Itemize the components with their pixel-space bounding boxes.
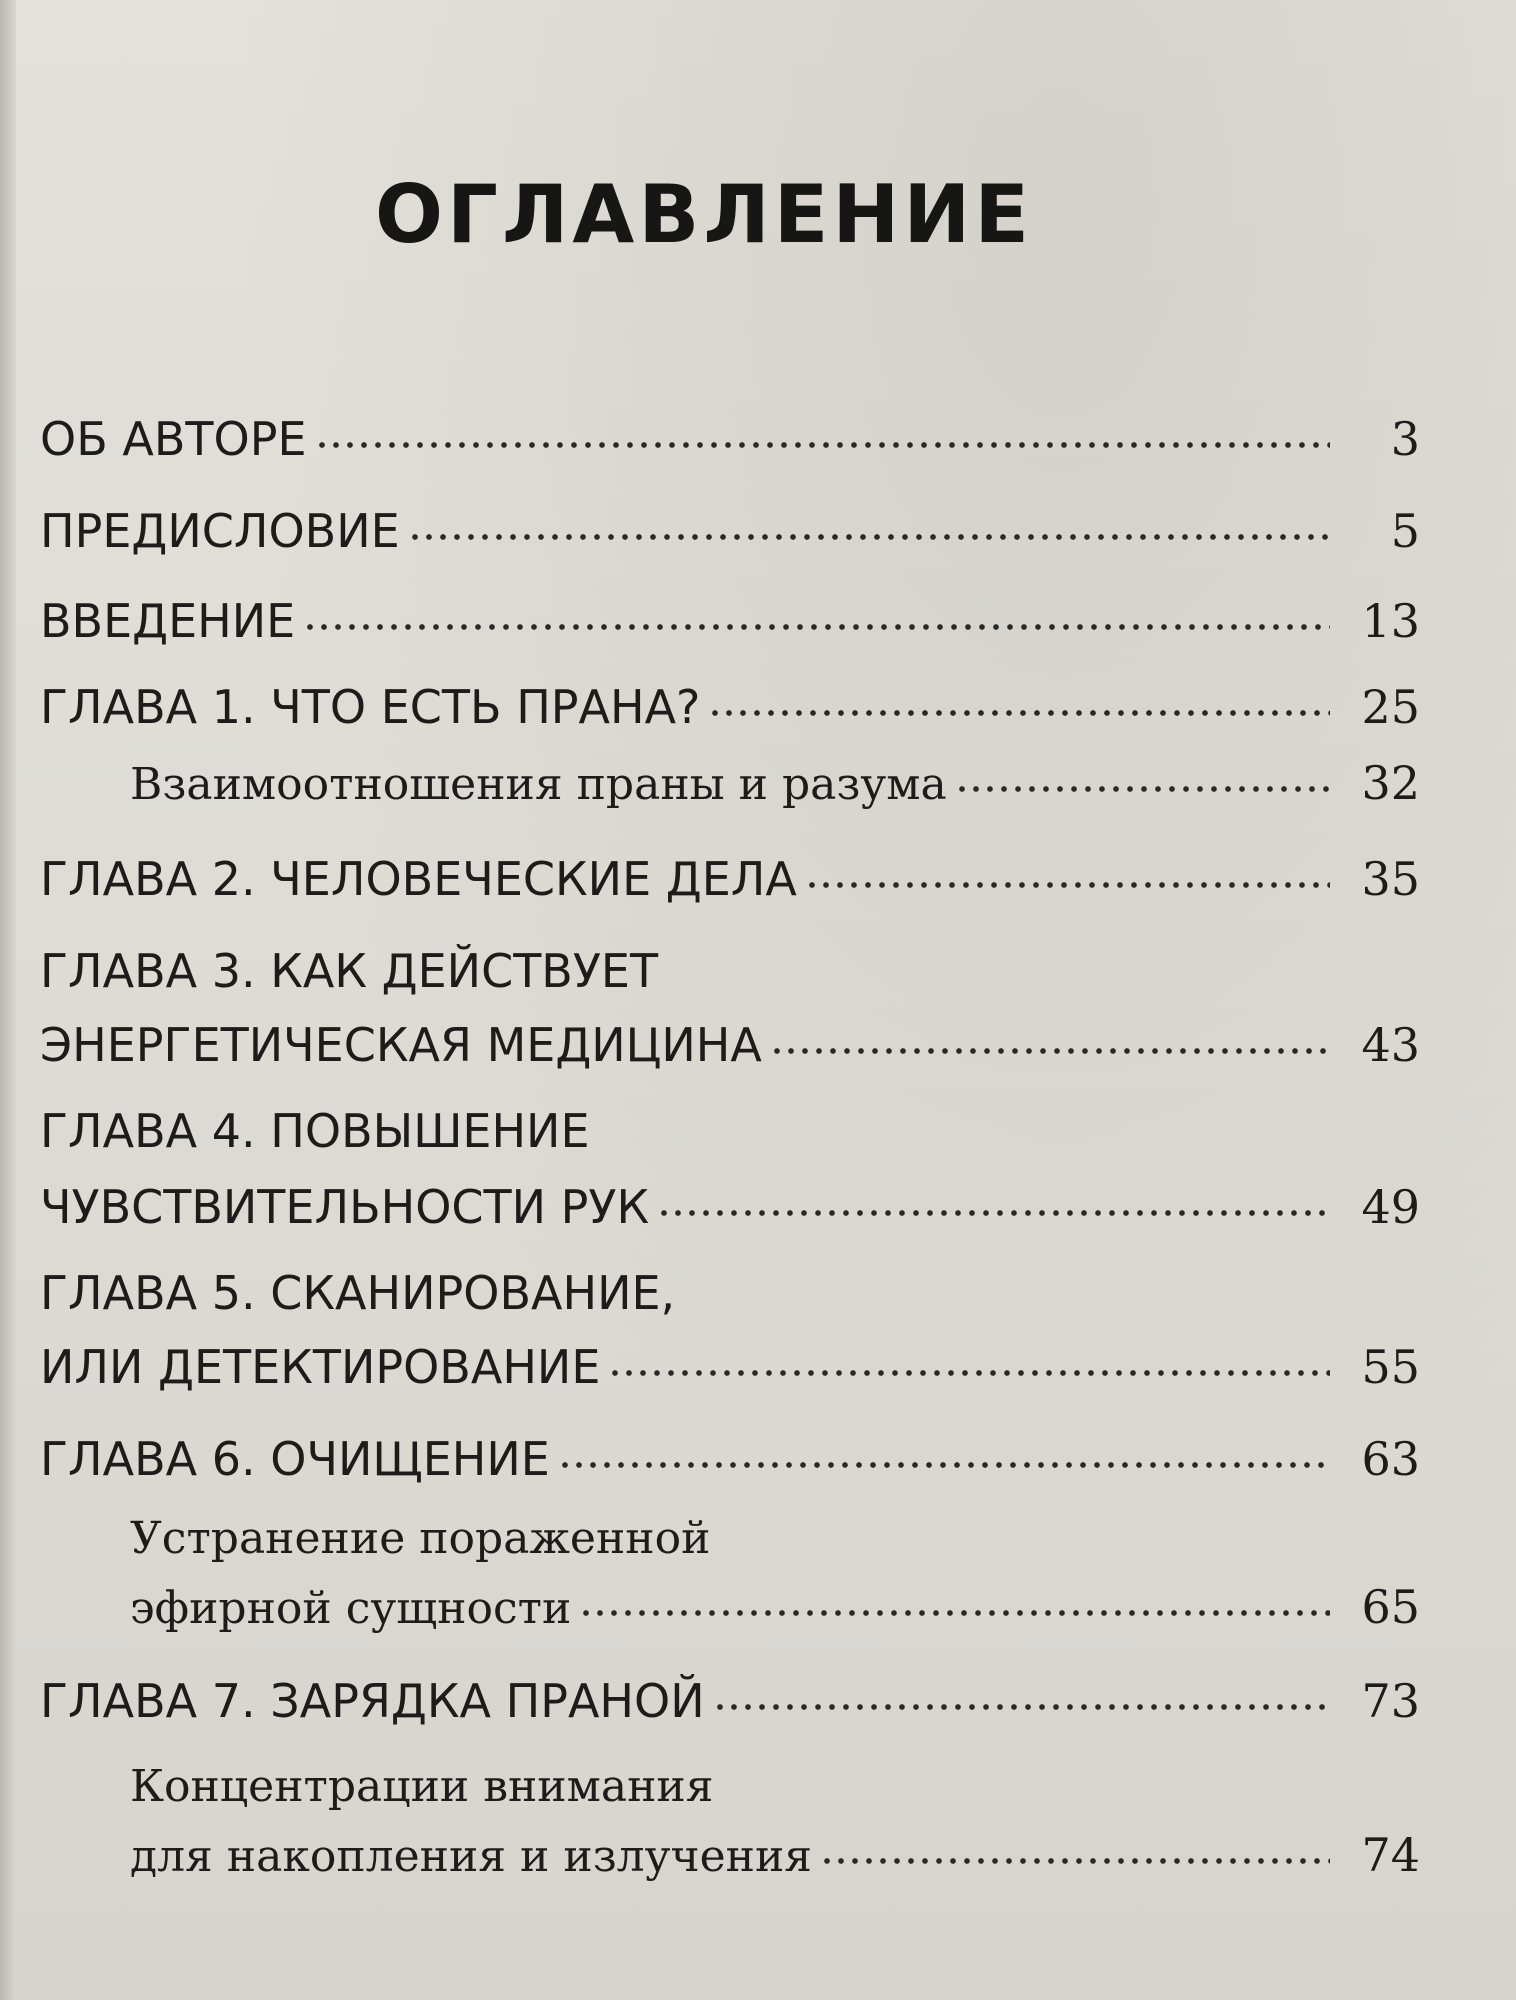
toc-entry-label: ГЛАВА 2. ЧЕЛОВЕЧЕСКИЕ ДЕЛА bbox=[40, 852, 797, 906]
dot-leader bbox=[708, 707, 1330, 719]
toc-entry-chapter-7[interactable] bbox=[40, 1670, 1420, 1732]
toc-entry-page: 35 bbox=[1361, 852, 1420, 906]
toc-entry-page: 25 bbox=[1361, 680, 1420, 734]
toc-entry-label: Взаимоотношения праны и разума bbox=[130, 759, 947, 810]
toc-entry-label-continued: эфирной сущности bbox=[130, 1583, 572, 1634]
toc-entry-first-line bbox=[40, 1100, 1420, 1162]
toc-entry-label-continued: ЭНЕРГЕТИЧЕСКАЯ МЕДИЦИНА bbox=[40, 1018, 762, 1072]
toc-entry-first-line bbox=[40, 940, 1420, 1002]
page-title: ОГЛАВЛЕНИЕ bbox=[375, 168, 1033, 261]
dot-leader bbox=[408, 531, 1330, 543]
toc-entry-label: ГЛАВА 6. ОЧИЩЕНИЕ bbox=[40, 1432, 550, 1486]
toc-entry-label: Концентрации внимания bbox=[130, 1761, 714, 1812]
toc-entry-label-continued: ИЛИ ДЕТЕКТИРОВАНИЕ bbox=[40, 1340, 601, 1394]
toc-entry-label: Устранение пораженной bbox=[130, 1513, 711, 1564]
toc-entry-chapter-1-section[interactable] bbox=[130, 752, 1420, 816]
toc-entry-page: 43 bbox=[1361, 1018, 1420, 1072]
toc-entry-about-author[interactable] bbox=[40, 408, 1420, 470]
toc-entry-label: ПРЕДИСЛОВИЕ bbox=[40, 504, 400, 558]
toc-entry-page: 55 bbox=[1361, 1340, 1420, 1394]
dot-leader bbox=[657, 1207, 1330, 1219]
dot-leader bbox=[713, 1701, 1330, 1713]
toc-entry-label: ГЛАВА 5. СКАНИРОВАНИЕ, bbox=[40, 1266, 676, 1320]
toc-entry-page: 65 bbox=[1361, 1580, 1420, 1634]
toc-entry-page: 63 bbox=[1361, 1432, 1420, 1486]
toc-entry-page: 13 bbox=[1361, 594, 1420, 648]
toc-entry-label: ВВЕДЕНИЕ bbox=[40, 594, 296, 648]
toc-entry-page: 49 bbox=[1361, 1180, 1420, 1234]
toc-entry-label-continued: ЧУВСТВИТЕЛЬНОСТИ РУК bbox=[40, 1180, 650, 1234]
toc-entry-first-line bbox=[130, 1508, 1420, 1570]
dot-leader bbox=[558, 1459, 1330, 1471]
toc-entry-foreword[interactable] bbox=[40, 500, 1420, 562]
toc-entry-chapter-4[interactable] bbox=[40, 1100, 1420, 1238]
dot-leader bbox=[608, 1367, 1330, 1379]
toc-entry-chapter-3[interactable] bbox=[40, 940, 1420, 1076]
toc-entry-page: 74 bbox=[1361, 1828, 1420, 1882]
dot-leader bbox=[805, 879, 1330, 891]
dot-leader bbox=[303, 621, 1330, 633]
toc-entry-chapter-6-section[interactable] bbox=[130, 1508, 1420, 1640]
toc-entry-chapter-2[interactable] bbox=[40, 848, 1420, 910]
toc-entry-first-line bbox=[40, 1262, 1420, 1324]
dot-leader bbox=[315, 439, 1330, 451]
toc-entry-label: ГЛАВА 1. ЧТО ЕСТЬ ПРАНА? bbox=[40, 680, 701, 734]
toc-entry-introduction[interactable] bbox=[40, 590, 1420, 652]
dot-leader bbox=[579, 1607, 1330, 1619]
toc-entry-chapter-5[interactable] bbox=[40, 1262, 1420, 1398]
toc-entry-chapter-1[interactable] bbox=[40, 676, 1420, 738]
toc-entry-label: ГЛАВА 4. ПОВЫШЕНИЕ bbox=[40, 1104, 590, 1158]
page-edge bbox=[0, 0, 16, 2000]
dot-leader bbox=[820, 1855, 1330, 1867]
toc-entry-label-continued: для накопления и излучения bbox=[130, 1831, 813, 1882]
dot-leader bbox=[770, 1045, 1330, 1057]
toc-entry-page: 32 bbox=[1361, 756, 1420, 810]
toc-entry-page: 5 bbox=[1390, 504, 1420, 558]
toc-entry-page: 3 bbox=[1390, 412, 1420, 466]
toc-entry-first-line bbox=[130, 1756, 1420, 1818]
toc-entry-page: 73 bbox=[1361, 1674, 1420, 1728]
toc-entry-chapter-6[interactable] bbox=[40, 1428, 1420, 1490]
toc-entry-label: ГЛАВА 7. ЗАРЯДКА ПРАНОЙ bbox=[40, 1674, 705, 1728]
toc-entry-label: ГЛАВА 3. КАК ДЕЙСТВУЕТ bbox=[40, 944, 659, 998]
toc-entry-chapter-7-section[interactable] bbox=[130, 1756, 1420, 1888]
dot-leader bbox=[955, 783, 1330, 795]
toc-entry-label: ОБ АВТОРЕ bbox=[40, 412, 307, 466]
table-of-contents bbox=[40, 0, 1480, 2000]
